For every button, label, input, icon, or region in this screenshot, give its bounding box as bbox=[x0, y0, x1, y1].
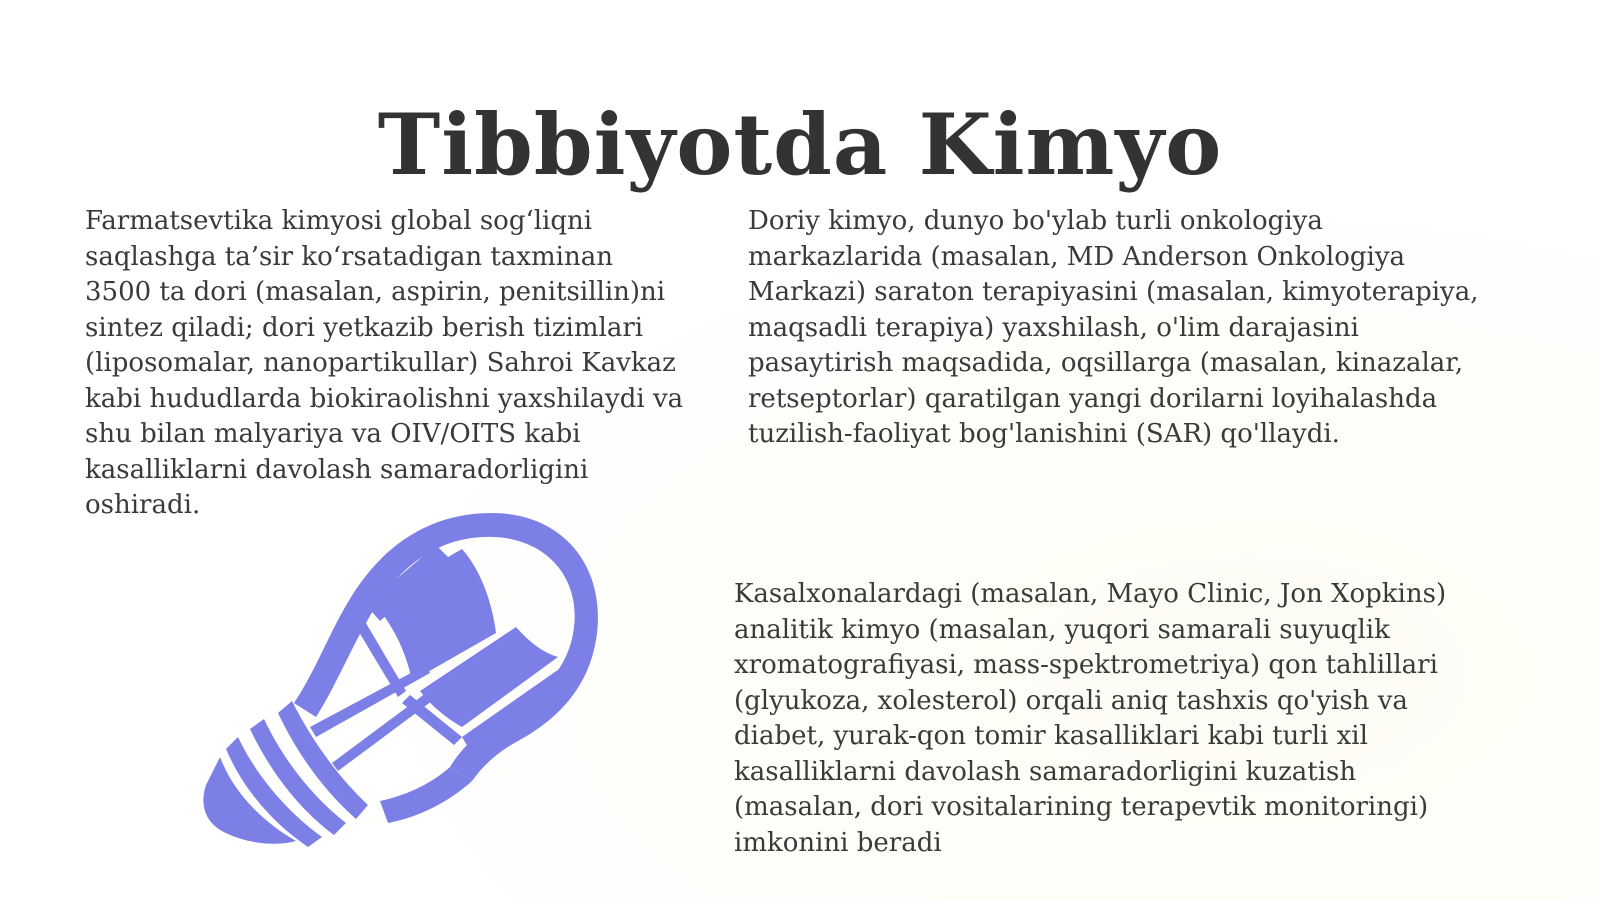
lightbulb-book-icon bbox=[200, 505, 630, 855]
paragraph-analytical-chemistry: Kasalxonalardagi (masalan, Mayo Clinic, Jon Xopkins) analitik kimyo (masalan, yuqori samarali suyuqlik xromatografiyasi, mass-spektrometriya) qon tahlillari (glyukoza, xolesterol) orqali aniq tashxis qo'yish va diabet, yurak-qon tomir kasalliklari kabi turli xil kasalliklarni davolash samaradorligini kuzatish (masalan, dori vositalarining terapevtik monitoringi) imkonini beradi bbox=[734, 579, 1447, 858]
paragraph-medicinal-chemistry: Doriy kimyo, dunyo bo'ylab turli onkologiya markazlarida (masalan, MD Anderson Onkologiya Markazi) saraton terapiyasini (masalan, kimyoterapiya, maqsadli terapiya) yaxshilash, o'lim darajasini pasaytirish maqsadida, oqsillarga (masalan, kinazalar, retseptorlar) qaratilgan yangi dorilarni loyihalashda tuzilish-faoliyat bog'lanishini (SAR) qo'llaydi. bbox=[748, 206, 1479, 449]
paragraph-pharmaceutical-chemistry: Farmatsevtika kimyosi global sog‘liqni saqlashga ta’sir ko‘rsatadigan taxminan 3500 ta dori (masalan, aspirin, penitsillin)ni sintez qiladi; dori yetkazib berish tizimlari (liposomalar, nanopartikullar) Sahroi Kavkaz kabi hududlarda biokiraolishni yaxshilaydi va shu bilan malyariya va OIV/OITS kabi kasalliklarni davolash samaradorligini oshiradi. bbox=[85, 206, 684, 520]
lightbulb-icon-shapes bbox=[203, 513, 598, 847]
slide-title: Tibbiyotda Kimyo bbox=[377, 95, 1223, 195]
